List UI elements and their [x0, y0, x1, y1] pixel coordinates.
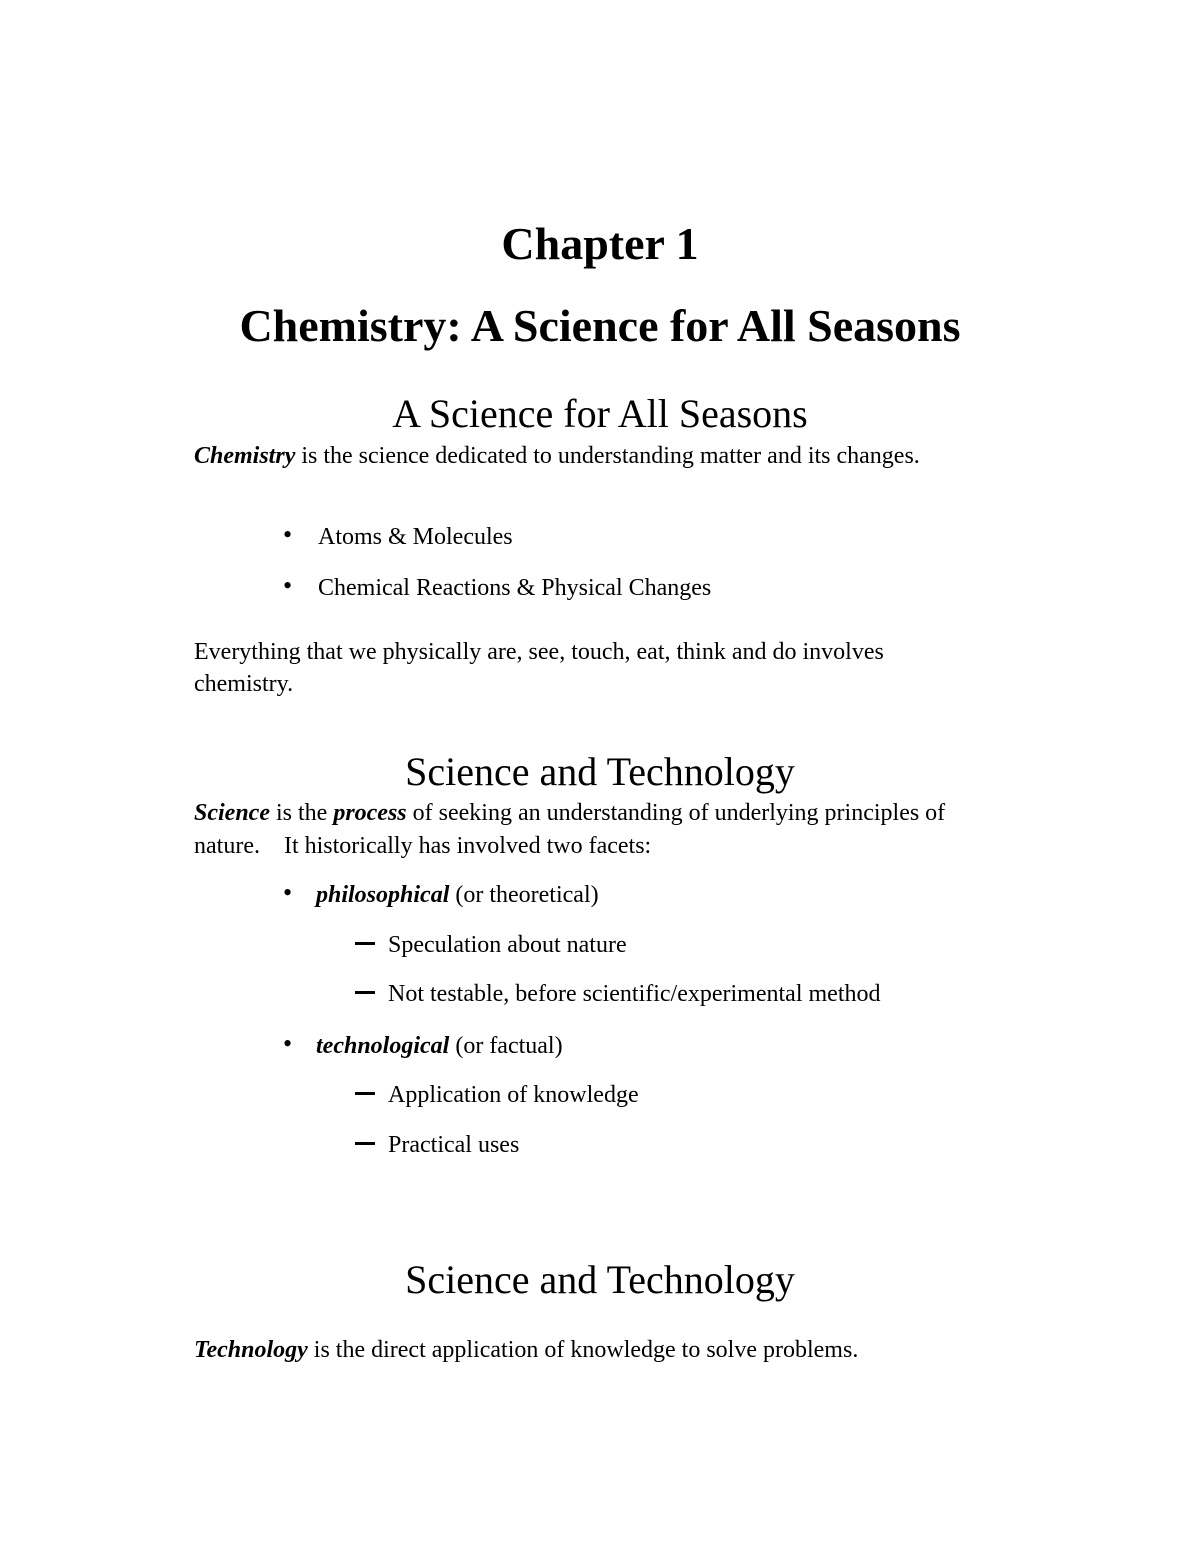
dash-icon: [355, 1092, 375, 1095]
term-philosophical: philosophical: [316, 882, 450, 908]
sub-list-item: Application of knowledge: [388, 1082, 639, 1108]
list-item: [316, 880, 599, 910]
list-item: [316, 1031, 563, 1061]
bullet-icon: •: [283, 878, 293, 907]
bullet-icon: •: [283, 520, 293, 549]
dash-icon: [355, 942, 375, 945]
paragraph-line: nature. It historically has involved two facets:: [194, 833, 652, 859]
chapter-label: Chapter 1: [501, 218, 699, 269]
term-technology: Technology: [194, 1337, 308, 1363]
science-definition-text: of seeking an understanding of underlying principles of: [406, 800, 946, 826]
term-technological: technological: [316, 1033, 450, 1059]
technology-definition: [194, 1334, 858, 1366]
paragraph-line: Everything that we physically are, see, touch, eat, think and do involves: [194, 639, 884, 665]
chapter-title: Chemistry: A Science for All Seasons: [239, 300, 961, 351]
bullet-icon: •: [283, 1029, 293, 1058]
sub-list-item: Not testable, before scientific/experimental method: [388, 981, 881, 1007]
bullet-icon: •: [283, 571, 293, 600]
science-definition-text: is the: [269, 800, 334, 826]
section-heading-science-and-technology-2: Science and Technology: [405, 1257, 795, 1302]
sub-list-item: Speculation about nature: [388, 932, 627, 958]
technology-definition-text: is the direct application of knowledge to solve problems.: [307, 1337, 859, 1363]
paragraph-line: chemistry.: [194, 671, 294, 697]
dash-icon: [355, 1142, 375, 1145]
chemistry-definition: [194, 440, 920, 472]
term-process: process: [333, 800, 407, 826]
sub-list-item: Practical uses: [388, 1132, 520, 1158]
list-item: Chemical Reactions & Physical Changes: [318, 575, 712, 601]
facet-note: (or theoretical): [449, 882, 599, 908]
section-heading-science-and-technology: Science and Technology: [405, 749, 795, 794]
list-item: Atoms & Molecules: [318, 524, 513, 550]
term-science: Science: [194, 800, 270, 826]
section-heading-science-for-all-seasons: A Science for All Seasons: [392, 391, 808, 436]
term-chemistry: Chemistry: [194, 443, 296, 469]
facet-note: (or factual): [449, 1033, 563, 1059]
science-definition: [194, 797, 945, 829]
dash-icon: [355, 991, 375, 994]
chemistry-definition-text: is the science dedicated to understanding matter and its changes.: [295, 443, 920, 469]
